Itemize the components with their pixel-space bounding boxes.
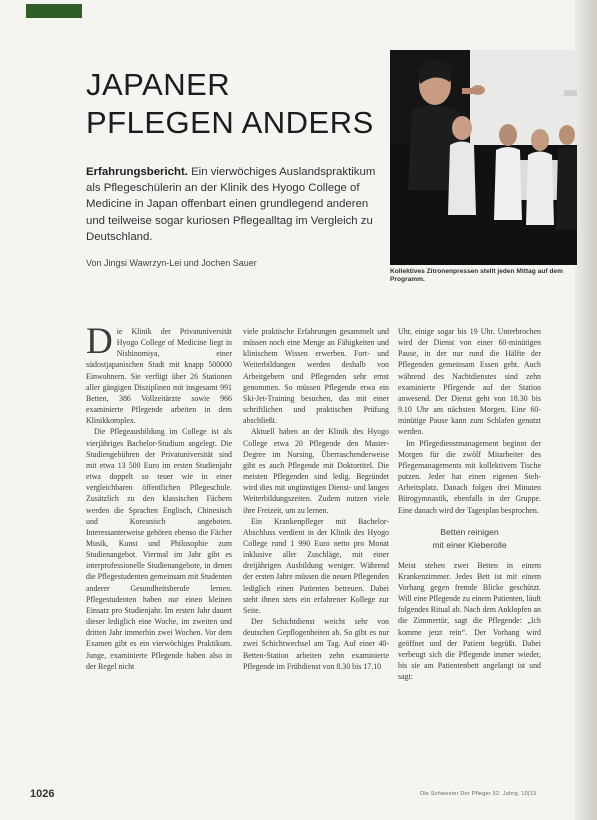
column-2-paragraph-4: Der Schichtdienst weicht sehr von deutschen Gepflogenheiten ab. So gibt es nur zwei Schichtwechsel am Tag. Auf einer 40-Betten-Station arbeiten zehn examinierte Pflegende im Frühdienst von 8.30 bis 17.10 (243, 617, 389, 671)
drop-cap: D (86, 321, 113, 362)
text-column-3 (398, 326, 541, 682)
column-1-paragraph-1-text: ie Klinik der Privatuniversität Hyogo College of Medicine liegt in Nishinomiya, einer südostjapanischen Stadt mit knapp 500000 Einwohnern. Sie verfügt über 26 Stationen aller gängigen Disziplinen mit insgesamt 991 Betten, 386 Vollzeitärzte sowie 966 examinierte Pflegende arbeiten in dem Klinikkomplex. (86, 327, 232, 426)
photo-illustration (390, 50, 577, 265)
section-subheading (398, 526, 541, 552)
column-3-paragraph-1: Uhr, einige sogar bis 19 Uhr. Unterbrochen wird der Dienst von einer 60-minütigen Pause, in der nur rund die Hälfte der Pflegenden gemeinsam Essen geht. Auch während des Nachtdienstes sind zehn examinierte Pflegende auf der Station anwesend. Der Dienst geht von 18.30 bis 9.10 Uhr am nächsten Morgen. Eine 60-minütige Pause kann zum Schlafen genutzt werden. (398, 327, 541, 437)
column-2-paragraph-3: Ein Krankenpfleger mit Bachelor-Abschluss verdient in der Klinik des Hyogo College rund 1 990 Euro netto pro Monat inklusive aller Zuschläge, mit einer dreijährigen Ausbildung weniger. Während der ersten Jahre müssen die neuen Pflegenden lediglich einen Patienten betreuen. Dabei steht ihnen stets ein erfahrener Kollege zur Seite. (243, 516, 389, 615)
column-3-paragraph-3: Meist stehen zwei Betten in einem Krankenzimmer. Jedes Bett ist mit einem Vorhang gegen fremde Blicke geschützt. Will eine Pflegende zu einem Patienten, läuft folgendes Ritual ab. Nach dem Anklopfen an die Zimmertür, sagt die Pflegende: „Ich komme jetzt rein“. Der Vorhang wird geöffnet und der Patient begrüßt. Dabei verbeugt sich die Pflegende immer wieder, bis sie am Patientenbett angelangt ist und sagt: (398, 560, 541, 682)
photo-caption: Kollektives Zitronenpressen stellt jeden Mittag auf dem Programm. (390, 268, 563, 284)
column-2-paragraph-1: viele praktische Erfahrungen gesammelt und müssen noch eine Menge an Fähigkeiten und klinischem Wissen erwerben. Fort- und Weiterbildungen werden deshalb von Arbeitgebern und Pflegenden sehr ernst genommen. So müssen Pflegende etwa ein Ski-Jet-Training besuchen, das mit einer schriftlichen und praktischen Prüfung abschließt. (243, 327, 389, 426)
journal-footer: Die Schwester Der Pfleger 52. Jahrg. 10|13 (420, 791, 537, 797)
column-1-paragraph-2: Die Pflegeausbildung im College ist als vierjähriges Bachelor-Studium angelegt. Die Studiengebühren der Privatuniversität sind mit etwa 13 500 Euro im ersten Studienjahr etwa doppelt so teuer wie in einer vergleichbaren öffentlichen Pflegeschule. Zusätzlich zu den klassischen Fächern werden die Sprachen Englisch, Chinesisch und Koreanisch angeboten. Interessanterweise gehören ebenso die Fächer Musik, Kunst und Philosophie zum Studienangebot. Viermal im Jahr gibt es interprofessionelle Studienangebote, in denen die Pflegestudenten gemeinsam mit Studenten anderer Gesundheitsberufe lernen. Pflegestudenten haben nur einen kleinen Einsatz pro Studienjahr. Im ersten Jahr dauert dieser lediglich eine Woche, im zweiten und dritten Jahr immerhin zwei Wochen. Vor dem Examen gibt es ein vierwöchiges Praktikum. Junge, examinierte Pflegende haben also in der Regel nicht (86, 427, 232, 671)
author-line: Von Jingsi Wawrzyn-Lei und Jochen Sauer (86, 258, 257, 268)
intro-text: Ein vierwöchiges Auslandspraktikum als Pflegeschülerin an der Klinik des Hyogo College of Medicine in Japan offenbart einen grundlegend anderen und teilweise sogar kuriosen Pflegealltag im Vergleich zu Deutschland. (86, 166, 376, 243)
column-3-paragraph-2: Im Pflegedienstmanagement beginnt der Morgen für die zwölf Mitarbeiter des Pflegemanagements mit kollektivem Tische putzen. Jeder hat einen eigenen Steh-Arbeitsplatz. Danach folgen drei Minuten Bürogymnastik, ebenfalls in der Gruppe. Eine danach wird der Tagesplan besprochen. (398, 438, 541, 515)
text-column-2 (243, 326, 389, 672)
page-spine-shadow (575, 0, 597, 820)
intro-kicker: Erfahrungsbericht. (86, 166, 188, 178)
column-2-paragraph-2: Aktuell haben an der Klinik des Hyogo College etwa 20 Pflegende den Master-Degree im Nursing. Überraschenderweise gibt es auch Pflegende mit Doktortitel. Die meisten Pflegenden sind ledig. Begründet wird dies mit ungünstigen Dienst- und langen Weiterbildungszeiten. Zudem nutzen viele ihre Freizeit, um zu lernen. (243, 427, 389, 515)
subheading-line-1: Betten reinigen (440, 526, 499, 537)
article-photo (390, 50, 577, 265)
text-column-1 (86, 321, 232, 672)
article-title (86, 66, 376, 142)
column-1-paragraph-1 (86, 321, 232, 426)
title-line-2: PFLEGEN ANDERS (86, 105, 374, 140)
title-line-1: JAPANER (86, 67, 231, 102)
page-number: 1026 (30, 788, 55, 800)
subheading-line-2: mit einer Kleberolle (432, 539, 507, 550)
article-intro (86, 164, 378, 245)
section-color-bar (26, 4, 82, 18)
